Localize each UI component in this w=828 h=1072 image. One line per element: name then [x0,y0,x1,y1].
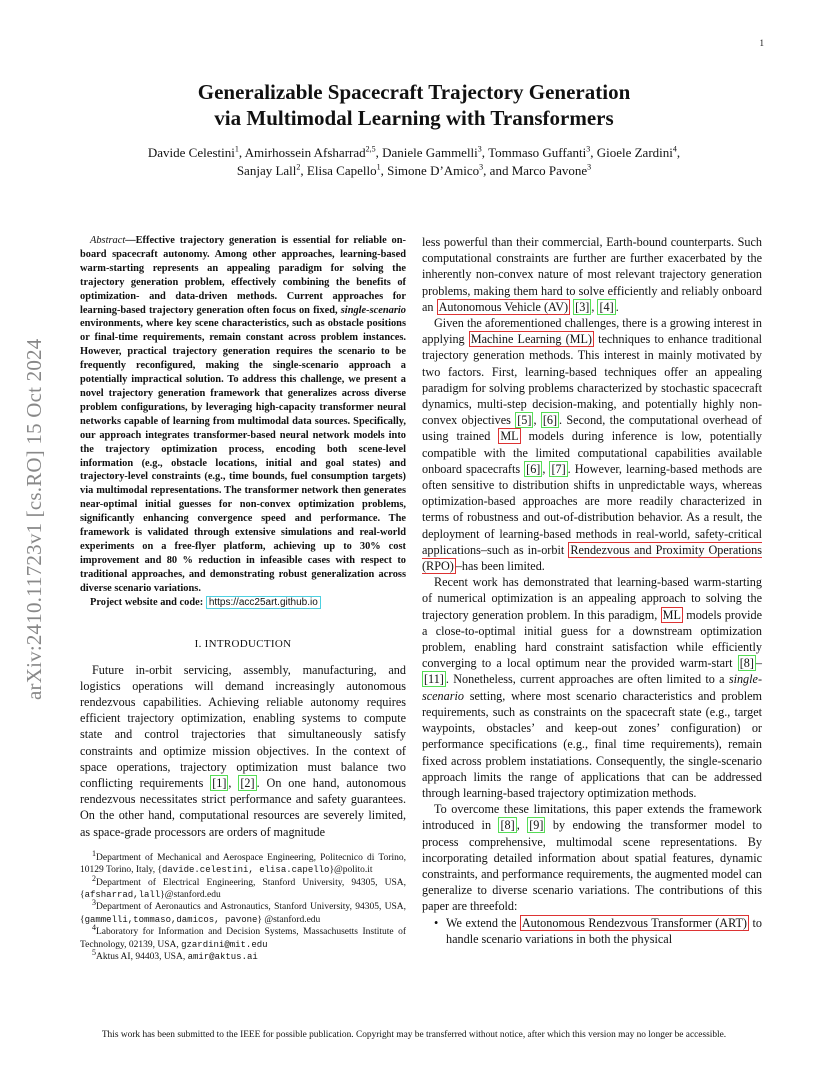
author: Gioele Zardini$^4$, [596,144,681,160]
footnote-5: $^5$Aktus AI, 94403, USA, amir@aktus.ai [92,947,258,963]
body-paragraph: To overcome these limitations, this paper extends the framework introduced in [8] , [9] by endowing the transformer model to process comprehensive, multimodal scene representations. By incorporating detailed information about spatial features, dynamic constraints, and performance requirements, the augmented model can generalize to diverse scenario variations. The contributions of this paper are threefold: [422,802,763,914]
author: Daniele Gammelli$^3$, [382,144,489,160]
citation-link[interactable]: [9] [529,818,544,833]
citation-link[interactable]: [8] [500,818,515,833]
project-website: Project website and code: https://acc25art.github.io [80,596,406,610]
citation-link[interactable]: [3] [575,299,590,314]
contribution-list [422,915,762,947]
page-number: 1 [759,38,764,48]
author: Simone D’Amico$^3$, and [387,162,512,178]
body-paragraph: less powerful than their commercial, Earth-bound counterparts. Such computational constraints are further are further exacerbated by the inherently non-convex nature of most relevant trajectory generation problems, making them hard to solve efficiently and reliably onboard an Autonomous Vehicle (AV) [3] , [4] . [422,235,762,314]
section-heading-introduction: I. INTRODUCTION [194,637,292,650]
footnote-1: $^1$Department of Mechanical and Aerospace Engineering, Politecnico di Torino, 10129 Torino, Italy, {davide.celestini, elisa.capello}@polito.it [80,848,406,876]
acronym-link[interactable]: Autonomous Vehicle (AV) [438,299,569,314]
acronym-link[interactable]: ML [500,429,519,444]
citation-link[interactable]: [6] [526,461,541,476]
body-paragraph: Given the aforementioned challenges, there is a growing interest in applying Machine Learning (ML) techniques to enhance traditional trajectory generation methods. This interest in mainly motivated by two factors. First, learning-based techniques offer an appealing paradigm for solving problems characterized by stochastic spacecraft dynamics, multi-step decision-making, and potentially highly non-convex objectives [5] , [6] . Second, the computational overhead of using trained ML models during inference is low, potentially compatible with the limited computational capabilities available onboard spacecrafts [6] , [7] . However, learning-based methods are often sensitive to distribution shifts in unpredictable ways, whereas optimization-based approaches are more readily characterized in terms of robustness and out-of-distribution behavior. As a result, the deployment of learning-based methods in real-world, safety-critical applications–such as in-orbit Rendezvous and Proximity Operations (RPO) –has been limited. [422,316,763,574]
citation-link[interactable]: [11] [424,672,444,687]
citation-link[interactable]: [5] [517,413,532,428]
author: Davide Celestini$^1$, [147,144,245,160]
author: Tommaso Guffanti$^3$, [488,144,597,160]
body-paragraph: Recent work has demonstrated that learning-based warm-starting of numerical optimization is an appealing approach to solving the trajectory generation problem. In this paradigm, ML models provide a close-to-optimal initial guess for a downstream optimization problem, enabling hard constraint satisfaction while efficiently converging to a local optimum near the provided warm-start [8] –[11] . Nonetheless, current approaches are often limited to a single-scenario setting, where most scenario characteristics and problem requirements, such as constraints on the spacecraft state (e.g., target waypoints, obstacles’ and keep-out zones’ configuration) or performance specifications (e.g., final time requirements), remain fixed across problem instatiations. Consequently, the single-scenario approach limits the range of applications that can be addressed through learning-based trajectory optimization methods. [422,575,763,800]
author: Amirhossein Afsharrad$^{2,5}$, [244,144,383,160]
arxiv-stamp: arXiv:2410.11723v1 [cs.RO] 15 Oct 2024 [22,338,46,700]
left-column [80,234,406,963]
acronym-link[interactable]: Machine Learning (ML) [470,332,592,347]
project-url-link[interactable]: https://acc25art.github.io [206,596,321,609]
footnote-2: $^2$Department of Electrical Engineering, Stanford University, 94305, USA, {afsharrad,lall}@stanford.edu [80,873,406,901]
citation-link[interactable]: [2] [240,775,255,790]
abstract: Abstract—Effective trajectory generation is essential for reliable on-board spacecraft autonomy. Among other approaches, learning-based warm-starting represents an appealing paradigm for solving the trajectory generation problem, effectively combining the benefits of optimization- and data-driven methods. Current approaches for learning-based trajectory generation often focus on fixed, single-scenario environments, where key scene characteristics, such as obstacle positions or final-time requirements, remain constant across problem instances. However, practical trajectory generation requires the scenario to be frequently reconfigured, making the single-scenario approach a potentially impractical solution. To address this challenge, we present a novel trajectory generation framework that generalizes across diverse problem configurations, by leveraging high-capacity transformer neural networks capable of learning from multimodal data sources. Specifically, our approach integrates transformer-based neural network models into the trajectory optimization process, encoding both scene-level information (e.g., obstacle locations, initial and goal states) and trajectory-level constraints (e.g., time bounds, fuel consumption targets) via multimodal representations. The transformer network then generates near-optimal initial guesses for non-convex optimization problems, significantly enhancing convergence speed and performance. The framework is validated through extensive simulations and real-world experiments on a free-flyer platform, achieving up to 30% cost improvement and 80 % reduction in infeasible cases with respect to traditional approaches, and demonstrating robust generalization across diverse scenario variations. [80,235,406,594]
copyright-footer: This work has been submitted to the IEEE for possible publication. Copyright may be transferred without notice, after which this version may no longer be accessible. [101,1030,727,1040]
citation-link[interactable]: [8] [739,656,754,671]
citation-link[interactable]: [1] [212,775,227,790]
title-line-2: via Multimodal Learning with Transformers [214,106,614,130]
title-line-1: Generalizable Spacecraft Trajectory Generation [197,80,631,104]
acronym-link[interactable]: ML [662,607,681,622]
right-column [422,234,762,947]
bullet-icon: • [434,915,439,930]
list-item: • We extend the Autonomous Rendezvous Transformer (ART) to handle scenario variations in both the physical [434,915,762,946]
intro-paragraph: Future in-orbit servicing, assembly, manufacturing, and logistics operations will demand increasingly autonomous rendezvous capabilities. Achieving reliable autonomy requires efficient trajectory optimization, enabling systems to compute state and control trajectories that simultaneously satisfy constraints and optimize mission objectives. In the context of space operations, trajectory optimization must balance two conflicting requirements [1] , [2] . On one hand, autonomous rendezvous necessitates strict performance and safety guarantees. On the other hand, computational resources are severely limited, as space-grade processors are orders of magnitude [80,662,406,839]
citation-link[interactable]: [7] [551,461,566,476]
citation-link[interactable]: [6] [542,413,558,428]
footnote-4: $^4$Laboratory for Information and Decision Systems, Massachusetts Institute of Technology, 02139, USA, gzardini@mit.edu [80,923,406,950]
author: Elisa Capello$^1$, [306,162,388,178]
citation-link[interactable]: [4] [599,299,614,314]
acronym-link[interactable]: Rendezvous and Proximity Operations (RPO) [422,542,762,574]
paper-title [64,79,764,131]
author: Sanjay Lall$^2$, [236,162,307,178]
author-list [64,144,764,180]
acronym-link[interactable]: Autonomous Rendezvous Transformer (ART) [521,915,747,930]
footnote-3: $^3$Department of Aeronautics and Astronautics, Stanford University, 94305, USA, {gammelli,tommaso,damicos, pavone} @stanford.edu [80,898,406,925]
author: Marco Pavone$^3$ [511,162,592,178]
